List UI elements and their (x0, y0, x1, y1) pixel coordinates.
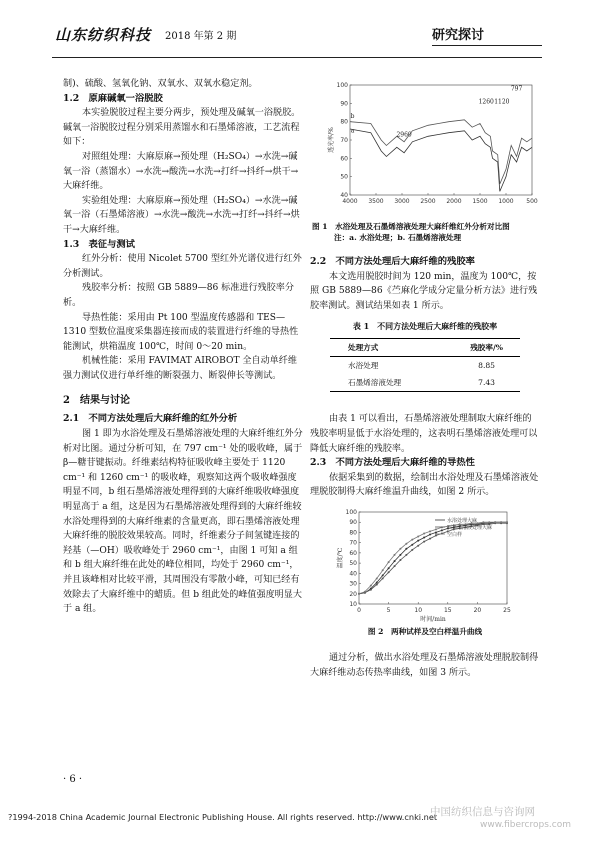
data-point (382, 577, 384, 579)
ir-spectrum-chart (310, 77, 540, 217)
paragraph: 依据采集到的数据，绘制出水浴处理及石墨烯溶液处理脱胶制得大麻纤维温升曲线，如图 2 所示。 (310, 472, 539, 498)
paragraph: 实验组处理：大麻原麻→预处理（H₂SO₄）→水洗→碱氧一浴（石墨烯溶液）→水洗→酸洗→水洗→打纤→抖纤→烘干→大麻纤维。 (63, 195, 300, 235)
figure-caption: 图 2 两种试样及空白样温升曲线 (367, 626, 483, 636)
data-point (429, 538, 431, 540)
data-point (376, 584, 378, 586)
x-tick-label: 0 (357, 606, 361, 614)
data-point (411, 549, 413, 551)
y-tick-label: 100 (336, 82, 348, 89)
section-rule (432, 45, 542, 46)
table-cell: 8.85 (478, 361, 496, 371)
data-point (376, 581, 378, 583)
series-line-b (350, 120, 532, 184)
y-tick-label: 90 (349, 519, 357, 527)
annotation-label: 797 (510, 85, 523, 93)
data-point (399, 548, 401, 550)
data-point (423, 532, 425, 534)
y-tick-label: 40 (340, 192, 348, 199)
y-axis-label: 透光率/% (328, 127, 335, 153)
figure-note: 注：a. 水浴处理；b. 石墨烯溶液处理 (334, 233, 462, 242)
data-point (488, 521, 490, 523)
temperature-rise-chart (335, 506, 515, 626)
watermark-url: www.fibercrops.com (480, 820, 571, 830)
x-tick-label: 1500 (472, 198, 488, 205)
data-point (394, 560, 396, 562)
data-point (388, 567, 390, 569)
data-point (405, 554, 407, 556)
data-point (405, 548, 407, 550)
data-point (435, 531, 437, 533)
data-point (358, 593, 360, 595)
data-point (370, 585, 372, 587)
data-point (411, 539, 413, 541)
data-point (506, 521, 508, 523)
data-point (435, 534, 437, 536)
data-point (429, 530, 431, 532)
data-point (376, 577, 378, 579)
y-tick-label: 10 (349, 600, 357, 608)
figure-caption: 图 1 水浴处理及石墨烯溶液处理大麻纤维红外分析对比图 (312, 222, 510, 231)
x-tick-label: 2500 (420, 198, 436, 205)
paragraph: 残胶率分析：按照 GB 5889—86 标准进行残胶率分析。 (63, 283, 294, 308)
paragraph: 图 1 即为水浴处理及石墨烯溶液处理的大麻纤维红外分析对比图。通过分析可知，在 797 cm⁻¹ 处的吸收峰，属于 β—糖苷键振动。纤维素结构特征吸收峰主要处于 1120 cm⁻¹ 和 1260 cm⁻¹ 的吸收峰，观察知这两个吸收峰强度明显不同，b 组石墨烯溶液处理得到的大麻纤维吸收峰强度明显高于 a 组，这是因为石墨烯溶液处理得到的大麻纤维较水浴处理得到的大麻纤维素的含量更高，即石墨烯溶液处理大麻纤维的脱胶效果较高。同时，纤维素分子间氢键连接的羟基（—OH）吸收峰处于 2960 cm⁻¹，由图 1 可知 a 组和 b 组大麻纤维在此处的峰位相同，均处于 2960 cm⁻¹，并且该峰相对比较平滑，其周围没有零散小峰，可知已经有效除去了大麻纤维中的蜡质。但 b 组此处的峰值强度明显大于 a 组。 (63, 429, 303, 615)
paragraph: 对照组处理：大麻原麻→预处理（H₂SO₄）→水洗→碱氧一浴（蒸馏水）→水洗→酸洗→水洗→打纤→抖纤→烘干→大麻纤维。 (63, 151, 299, 192)
section-heading: 2 结果与讨论 (63, 395, 130, 407)
y-tick-label: 70 (340, 137, 348, 144)
y-tick-label: 30 (349, 580, 357, 588)
data-point (423, 536, 425, 538)
y-tick-label: 20 (349, 590, 357, 598)
section-heading: 2.3 不同方法处理后大麻纤维的导热性 (310, 457, 475, 469)
data-point (370, 589, 372, 591)
annotation-label: a (350, 127, 355, 135)
legend-label: 空白样 (447, 531, 463, 538)
paragraph: 机械性能：采用 FAVIMAT AIROBOT 全自动单纤维强力测试仪进行单纤维的断裂强力、断裂伸长等测试。 (63, 356, 297, 381)
x-tick-label: 4000 (342, 198, 358, 205)
data-point (394, 554, 396, 556)
table-cell: 7.43 (478, 378, 496, 388)
data-point (500, 521, 502, 523)
data-point (417, 535, 419, 537)
section-heading: 2.1 不同方法处理后大麻纤维的红外分析 (63, 413, 238, 425)
data-point (411, 544, 413, 546)
series-line-空白样 (359, 522, 507, 594)
y-tick-label: 80 (349, 529, 357, 537)
paragraph: 红外分析：使用 Nicolet 5700 型红外光谱仪进行红外分析测试。 (63, 254, 302, 279)
data-point (435, 528, 437, 530)
y-tick-label: 40 (349, 570, 357, 578)
y-tick-label: 50 (349, 560, 357, 568)
paragraph: 由表 1 可以看出，石墨烯溶液处理制取大麻纤维的残胶率明显低于水浴处理的，这表明石墨烯溶液处理可以降低大麻纤维的残胶率。 (310, 414, 538, 454)
y-tick-label: 80 (340, 118, 348, 126)
table-row (330, 374, 520, 392)
table-header: 残胶率/% (470, 343, 503, 353)
series-line-水浴处理大麻 (359, 522, 507, 594)
data-point (382, 569, 384, 571)
section-heading: 1.3 表征与测试 (63, 238, 135, 250)
y-tick-label: 60 (349, 549, 357, 557)
watermark: 中国纺织信息与咨询网 (430, 806, 535, 818)
y-tick-label: 60 (340, 155, 348, 163)
legend-label: 石墨烯溶液处理大麻 (447, 524, 493, 531)
data-point (482, 521, 484, 523)
x-tick-label: 10 (414, 606, 423, 614)
page-number: · 6 · (63, 774, 83, 785)
data-point (423, 541, 425, 543)
x-tick-label: 500 (526, 198, 538, 205)
left-column (63, 77, 303, 617)
table-cell: 水浴处理 (348, 361, 379, 371)
paragraph: 本实验脱胶过程主要分两步，预处理及碱氧一浴脱胶。碱氧一浴脱胶过程分别采用蒸馏水和石墨烯溶液，工艺流程如下： (63, 108, 301, 148)
annotation-label: 1260 (478, 98, 494, 106)
legend-label: 水浴处理大麻 (447, 517, 478, 524)
y-tick-label: 70 (349, 539, 357, 547)
data-point (399, 559, 401, 561)
x-tick-label: 2000 (446, 198, 462, 205)
section-heading: 1.2 原麻碱氧一浴脱胶 (63, 92, 163, 104)
table-row (330, 357, 520, 375)
section-title: 研究探讨 (432, 28, 485, 43)
data-point (364, 591, 366, 593)
copyright-footer: ?1994-2018 China Academic Journal Electronic Publishing House. All rights reserved. http://www.cnki.net (8, 812, 438, 822)
table-caption: 表 1 不同方法处理后大麻纤维的残胶率 (352, 321, 498, 332)
x-axis-label: 时间/min (420, 615, 446, 623)
table-cell: 石墨烯溶液处理 (348, 378, 402, 388)
header-rule (52, 57, 542, 58)
y-tick-label: 50 (340, 173, 348, 181)
residual-gum-table (330, 338, 520, 392)
data-point (417, 545, 419, 547)
section-heading: 2.2 不同方法处理后大麻纤维的残胶率 (310, 256, 475, 267)
paragraph: 制)、硫酸、氢氧化钠、双氧水、双氧水稳定剂。 (63, 79, 258, 89)
annotation-label: 2960 (396, 131, 412, 139)
issue-label: 2018 年第 2 期 (165, 31, 237, 42)
paragraph: 本文选用脱胶时间为 120 min，温度为 100℃，按照 GB 5889—86《苎麻化学成分定量分析方法》进行残胶率测试。测试结果如表 1 所示。 (310, 271, 538, 311)
y-tick-label: 100 (345, 508, 357, 516)
data-point (388, 571, 390, 573)
paragraph: 导热性能：采用由 Pt 100 型温度传感器和 TES—1310 型数位温度采集器连接而成的装置进行纤维的导热性能测试，烘箱温度 100℃，时间 0～20 min。 (63, 312, 299, 352)
x-tick-label: 15 (443, 606, 452, 614)
right-column (310, 77, 540, 680)
paragraph: 通过分析，做出水浴处理及石墨烯溶液处理脱胶制得大麻纤维动态传热率曲线，如图 3 所示。 (310, 652, 539, 678)
journal-title: 山东纺织科技 (55, 26, 152, 44)
data-point (388, 561, 390, 563)
data-point (399, 554, 401, 556)
data-point (382, 574, 384, 576)
x-tick-label: 20 (473, 606, 482, 614)
y-axis-label: 温度/℃ (337, 547, 344, 569)
x-tick-label: 3000 (394, 198, 410, 205)
x-tick-label: 1000 (498, 198, 514, 205)
x-tick-label: 5 (386, 606, 391, 614)
series-line-a (350, 129, 532, 191)
table-header-row (330, 339, 520, 357)
x-tick-label: 3500 (368, 198, 384, 205)
data-point (494, 521, 496, 523)
data-point (405, 543, 407, 545)
annotation-label: b (350, 113, 355, 120)
annotation-label: 1120 (494, 98, 510, 106)
x-tick-label: 25 (503, 606, 511, 614)
data-point (417, 540, 419, 542)
data-point (441, 529, 443, 531)
table-header: 处理方式 (348, 343, 379, 353)
y-tick-label: 90 (340, 100, 348, 108)
data-point (429, 533, 431, 535)
data-point (394, 565, 396, 567)
